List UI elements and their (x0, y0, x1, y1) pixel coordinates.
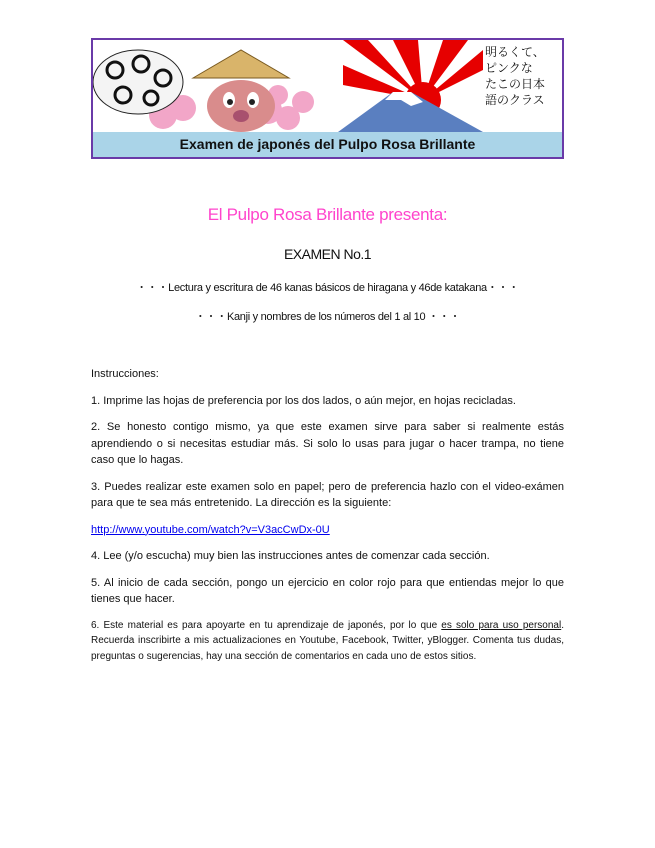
instruction-item (91, 618, 564, 665)
header-banner (91, 38, 564, 159)
instruction-item: 1. Imprime las hojas de preferencia por los dos lados, o aún mejor, en hojas recicladas. (91, 394, 516, 407)
japanese-line: たこの日本 (485, 77, 546, 91)
personal-use-note: es solo para uso personal (441, 619, 562, 631)
instruction-item: 5. Al inicio de cada sección, pongo un ejercicio en color rojo para que entiendas mejor lo que tienes que hacer. (91, 576, 564, 605)
exam-subtitle-kanji: ・・・Kanji y nombres de los números del 1 al 10 ・・・ (194, 311, 461, 323)
exam-title: EXAMEN No.1 (283, 246, 372, 262)
japanese-line: 明るくて、 (485, 45, 545, 59)
instruction-item: 3. Puedes realizar este examen solo en papel; pero de preferencia hazlo con el video-exámen para que te sea más entretenido. La dirección es la siguiente: (91, 480, 564, 509)
instructions-heading: Instrucciones: (91, 368, 159, 380)
instruction-text: 6. Este material es para apoyarte en tu aprendizaje de japonés, por lo que (91, 619, 442, 631)
video-link-paragraph (91, 522, 564, 539)
instruction-item: 4. Lee (y/o escucha) muy bien las instrucciones antes de comenzar cada sección. (91, 550, 490, 562)
presenter-title: El Pulpo Rosa Brillante presenta: (207, 205, 448, 224)
exam-subtitle-kana: ・・・Lectura y escritura de 46 kanas básicos de hiragana y 46de katakana・・・ (136, 282, 519, 294)
japanese-line: ピンクな (485, 61, 533, 75)
japanese-tagline (485, 44, 561, 108)
instruction-text: . Recuerda inscribirte a mis actualizaciones en Youtube, Facebook, Twitter, yBlogger. Comenta tus dudas, preguntas o sugerencias, hay una sección de comentarios en cada uno de estos sitios. (91, 619, 564, 662)
youtube-video-link[interactable]: http://www.youtube.com/watch?v=V3acCwDx-0U (91, 523, 330, 536)
banner-caption: Examen de japonés del Pulpo Rosa Brillante (93, 132, 562, 157)
instructions-section (91, 366, 564, 674)
swirl-cloud-icon (93, 50, 183, 114)
japanese-line: 語のクラス (485, 93, 545, 107)
instruction-item: 2. Se honesto contigo mismo, ya que este examen sirve para saber si realmente estás aprendiendo o si necesitas estudiar más. Si solo lo usas para jugar o hacer trampa, no tiene caso que lo hagas. (91, 421, 564, 466)
